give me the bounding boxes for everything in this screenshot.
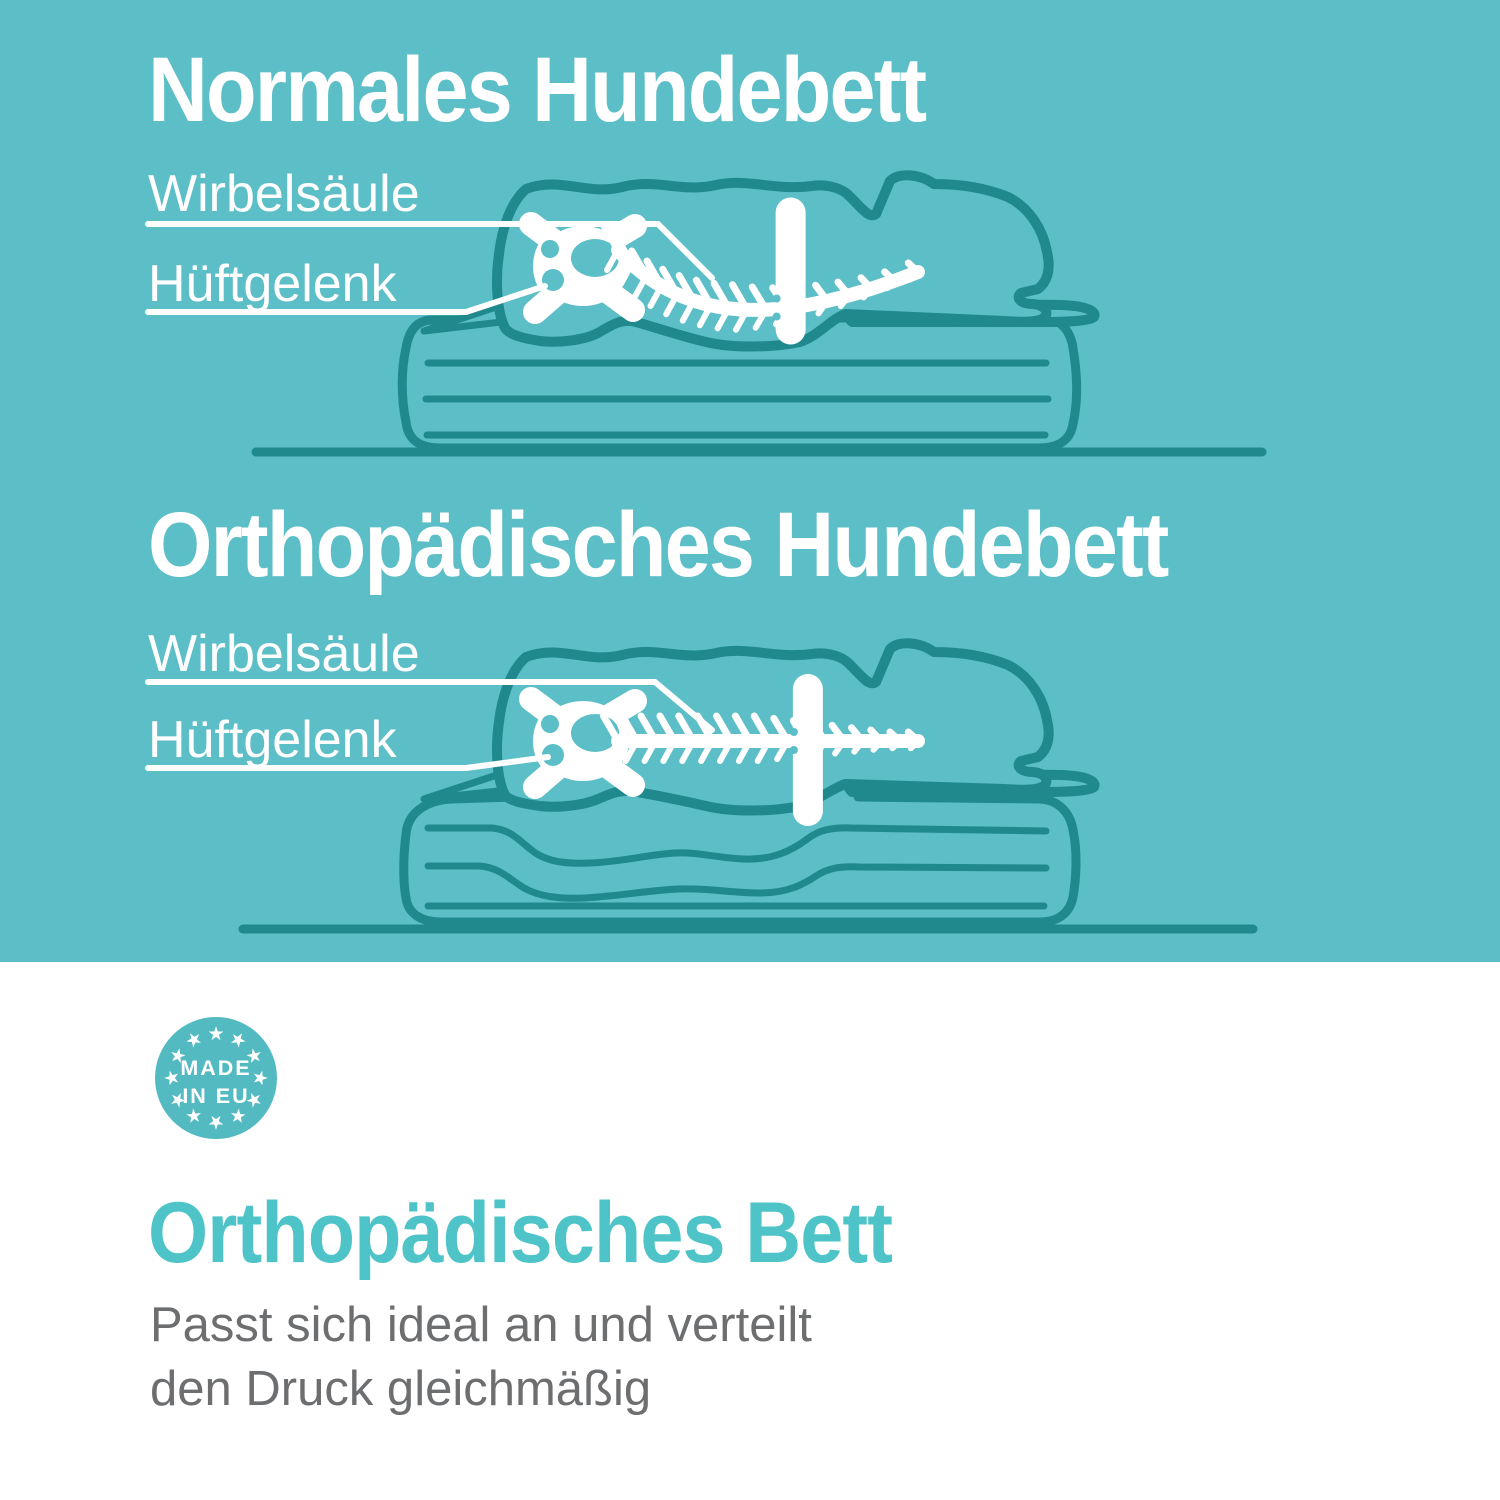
diagram-orthopedic-bed xyxy=(148,643,1253,929)
svg-text:★: ★ xyxy=(181,1102,207,1130)
mattress-contour-seam xyxy=(428,866,1046,898)
svg-text:★: ★ xyxy=(240,1087,268,1113)
label-wirbelsaeule-ortho: Wirbelsäule xyxy=(148,625,420,683)
svg-text:★: ★ xyxy=(164,1087,192,1113)
svg-text:★: ★ xyxy=(164,1043,192,1069)
made-in-eu-badge xyxy=(155,1017,277,1139)
svg-text:★: ★ xyxy=(225,1026,251,1054)
svg-text:★: ★ xyxy=(225,1102,251,1130)
badge-text-line1: MADE xyxy=(180,1056,252,1080)
section-title-ortho: Orthopädisches Hundebett xyxy=(148,494,1168,596)
svg-text:★: ★ xyxy=(181,1026,207,1054)
footer-description xyxy=(150,1294,812,1421)
mattress-contour-seam xyxy=(428,828,1046,863)
svg-text:★: ★ xyxy=(162,1069,183,1087)
label-hueftgelenk-ortho: Hüftgelenk xyxy=(148,711,397,769)
svg-text:★: ★ xyxy=(249,1069,270,1087)
svg-text:★: ★ xyxy=(207,1111,225,1132)
badge-text-line2: IN EU xyxy=(182,1084,250,1108)
svg-text:★: ★ xyxy=(240,1043,268,1069)
section-title-normal: Normales Hundebett xyxy=(148,39,926,141)
footer-line-2: den Druck gleichmäßig xyxy=(150,1361,652,1416)
label-hueftgelenk-normal: Hüftgelenk xyxy=(148,255,397,313)
footer-line-1: Passt sich ideal an und verteilt xyxy=(150,1298,812,1352)
footer-heading: Orthopädisches Bett xyxy=(148,1185,893,1281)
svg-text:★: ★ xyxy=(207,1024,225,1045)
label-wirbelsaeule-normal: Wirbelsäule xyxy=(148,165,420,223)
